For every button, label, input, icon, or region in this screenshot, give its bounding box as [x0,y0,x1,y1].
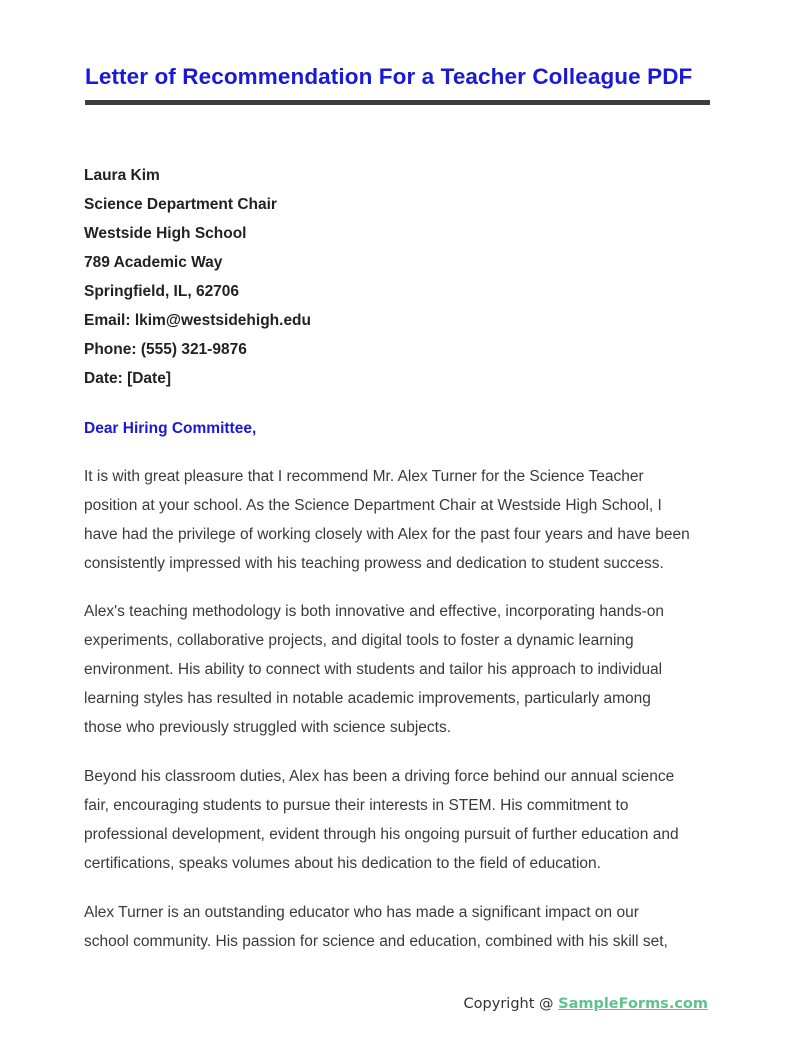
body-line: learning styles has resulted in notable academic improvements, particularly among [84,690,651,707]
body-line: professional development, evident through his ongoing pursuit of further education and [84,826,679,843]
body-line: school community. His passion for science and education, combined with his skill set, [84,933,668,950]
body-line: Alex's teaching methodology is both innovative and effective, incorporating hands-on [84,603,664,620]
document-title: Letter of Recommendation For a Teacher Colleague PDF [85,64,693,89]
sender-city-state-zip: Springfield, IL, 62706 [84,283,240,300]
sender-email: Email: lkim@westsidehigh.edu [84,312,311,329]
body-line: environment. His ability to connect with students and tailor his approach to individual [84,661,663,678]
body-paragraph-2 [84,597,720,742]
sender-position: Science Department Chair [84,196,277,213]
body-line: fair, encouraging students to pursue their interests in STEM. His commitment to [84,797,629,814]
body-line: experiments, collaborative projects, and digital tools to foster a dynamic learning [84,632,634,649]
body-line: Alex Turner is an outstanding educator who has made a significant impact on our [84,904,639,921]
salutation: Dear Hiring Committee, [84,420,257,437]
sender-street: 789 Academic Way [84,254,223,271]
body-paragraph-3 [84,762,720,878]
copyright-footer [464,996,708,1012]
title-divider [85,100,710,105]
sender-address-block [84,161,714,393]
body-line: those who previously struggled with science subjects. [84,719,452,736]
copyright-label: Copyright @ [463,996,559,1012]
body-paragraph-4 [84,898,720,956]
letter-date: Date: [Date] [84,370,171,387]
sampleforms-link[interactable]: SampleForms.com [558,996,708,1012]
body-line: position at your school. As the Science Department Chair at Westside High School, I [84,497,662,514]
sender-phone: Phone: (555) 321-9876 [84,341,247,358]
body-line: It is with great pleasure that I recommend Mr. Alex Turner for the Science Teacher [84,468,644,485]
sender-name: Laura Kim [84,167,160,184]
body-line: have had the privilege of working closely with Alex for the past four years and have been [84,526,690,543]
body-line: Beyond his classroom duties, Alex has been a driving force behind our annual science [84,768,675,785]
body-line: certifications, speaks volumes about his dedication to the field of education. [84,855,601,872]
body-paragraph-1 [84,462,720,578]
body-line: consistently impressed with his teaching prowess and dedication to student success. [84,555,664,572]
sender-school: Westside High School [84,225,247,242]
